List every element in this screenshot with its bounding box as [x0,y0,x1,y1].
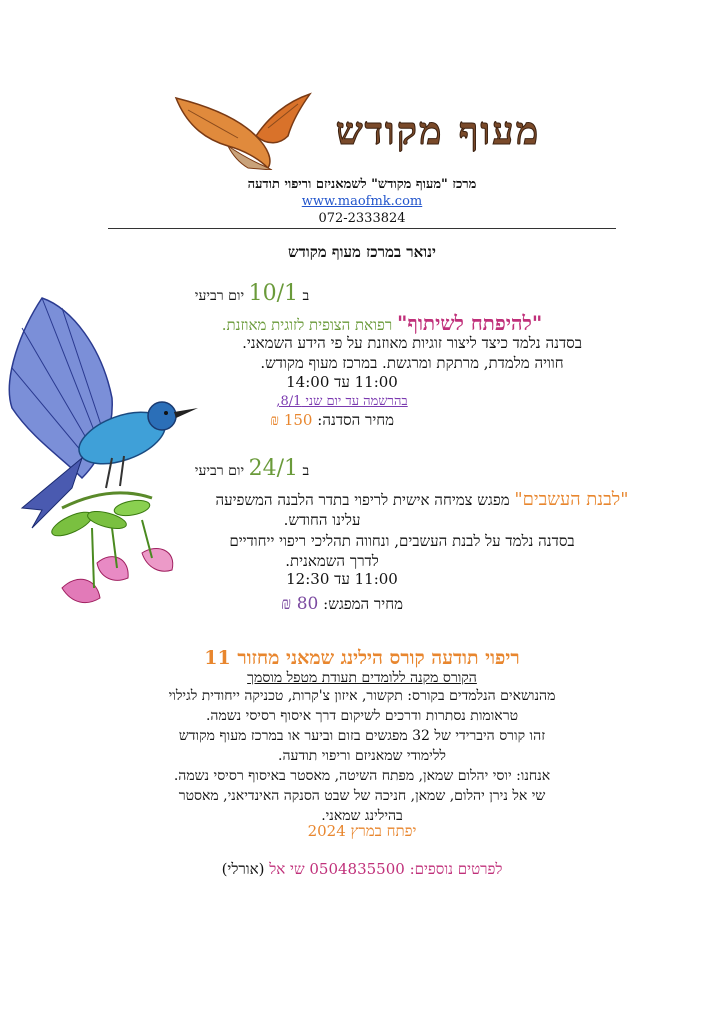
contact-name: שי אל [269,860,305,878]
event1-price-row [0,411,694,430]
course-line: טראומות נסתרות ודרכים לשיקום דרך איסוף רסיסי נשמה. [205,708,519,724]
course-line: זהו קורס היברידי של 32 מפגשים בזום וביער או במרכז מעוף מקודש [178,728,546,744]
event2-date: 24/1 [248,456,298,481]
event1-subtitle: רפואת הצופית לזוגית מאוזנת. [221,316,393,334]
event2-price: 80 ₪ [280,594,319,614]
event2-desc2: לדרך השמאנית. [285,552,379,570]
course-opening: יפתח במרץ 2024 [307,822,417,840]
course-line: אנחנו: יוסי יהלום שמאן, מפתח השיטה, מאסטר באיסוף רסיסי נשמה. [173,768,551,784]
website-link[interactable]: www.maofmk.com [301,194,423,209]
course-line: מהנושאים הנלמדים בקורס: תקשור, איזון צ'קרות, טכניקה ייחודית לגילוי [168,688,556,704]
eagle-logo-icon [168,88,318,170]
event1-price-label: מחיר הסדנה: [317,411,395,429]
header-divider [108,228,616,229]
event2-date-row [0,456,614,481]
event2-subtitle2: עלינו החודש. [283,511,361,529]
event2-date-prefix: ב [302,463,310,479]
event2-time: 11:00 עד 12:30 [286,570,398,588]
header-phone: 072-2333824 [318,211,406,226]
event1-price: 150 ₪ [269,411,313,429]
contact-phone[interactable]: 0504835500 [309,860,405,878]
course-title: ריפוי תודעה קורס הילינג שמאני מחזור 11 [204,647,520,669]
event2-name: "לבנת העשבים" [514,489,629,510]
page-title: ינואר במרכז מעוף מקודש [288,243,436,261]
event2-price-row [0,594,704,614]
logo [168,88,568,170]
contact-note: (אורלי) [221,860,265,878]
course-line: ללימודי שמאניזם וריפוי תודעה. [278,748,446,764]
course-subtitle: הקורס מקנה ללומדים תעודת מטפל מוסמך [247,670,477,686]
website-row [0,194,724,209]
event1-name: "להיפתח לשיתוף" [397,311,543,335]
event2-title-row [60,489,724,510]
event1-date-row [0,281,614,306]
event2-desc1: בסדנה נלמד על לבנת העשבים, ונחווה תהליכי ריפוי ייחודיים [229,532,575,550]
event1-day: יום רביעי [194,288,245,304]
event1-registration: בהרשמה עד יום שני 8/1, [276,394,408,409]
contact-label: לפרטים נוספים: [409,860,503,878]
event1-date-prefix: ב [302,288,310,304]
center-name: מרכז "מעוף מקודש" לשמאניזם וריפוי תודעה [247,177,477,192]
event1-desc1: בסדנה נלמד כיצד ליצור זוגיות מאוזנת על פי הידע השמאני. [242,334,582,352]
event1-date: 10/1 [248,281,298,306]
course-line: שי אל נירן יהלום, שמאן, חניכה של שבט הסנקה האינדיאני, מאסטר [178,788,546,804]
event1-time: 11:00 עד 14:00 [286,373,398,391]
event2-price-label: מחיר המפגש: [323,595,403,613]
logo-text: מעוף מקודש [335,108,541,153]
contact-row [0,860,724,879]
event1-desc2: חוויה מלמדת, מרתקת ומרגשת. במרכז מעוף מקודש. [260,354,564,372]
event2-subtitle: מפגש צמיחה אישית לריפוי בתדר הלבנה המשפיעה [215,491,510,509]
event1-title-row [20,311,724,336]
course-line: בהילינג שמאני. [321,808,403,824]
event2-day: יום רביעי [194,463,245,479]
